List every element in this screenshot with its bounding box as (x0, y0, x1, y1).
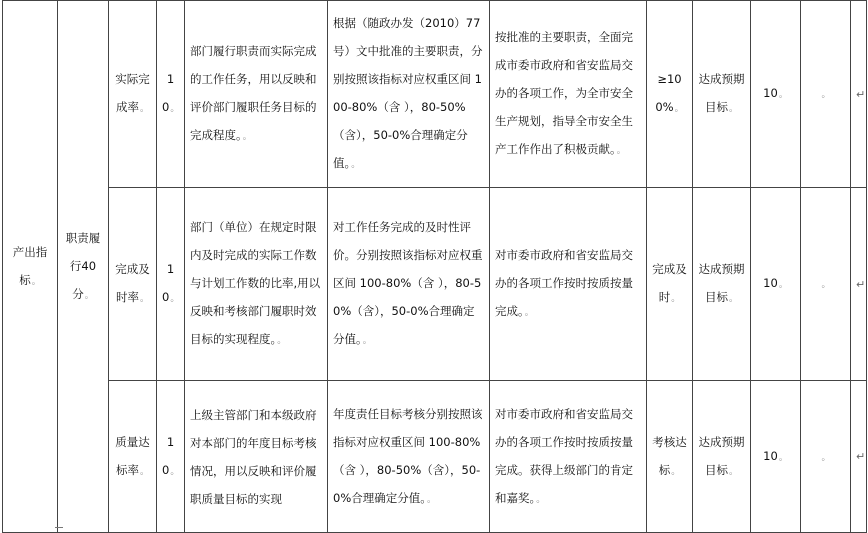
scoring-cell: 年度责任目标考核分别按照该指标对应权重区间 100-80%（含 ），80-50%（含），50-0%合理确定分值。。 (328, 381, 490, 533)
note-cell: 。 (801, 188, 851, 381)
indicator-cell: 实际完成率。 (109, 1, 157, 188)
weight-cell: 10。 (157, 381, 185, 533)
performance-table (2, 0, 867, 533)
weight-cell: 10。 (157, 188, 185, 381)
subcategory-cell: 职责履行40分。 (58, 1, 109, 533)
evidence-cell: 对市委市政府和省安监局交办的各项工作按时按质按量完成。获得上级部门的肯定和嘉奖。。 (490, 381, 647, 533)
table-row (3, 188, 867, 381)
evidence-cell: 对市委市政府和省安监局交办的各项工作按时按质按量完成。。 (490, 188, 647, 381)
evidence-cell: 按批准的主要职责，全面完成市委市政府和省安监局交办的各项工作，为全市安全生产规划，指导全市安全生产工作作出了积极贡献。。 (490, 1, 647, 188)
actual-cell: 考核达标。 (647, 381, 693, 533)
definition-cell: 上级主管部门和本级政府对本部门的年度目标考核情况，用以反映和评价履职质量目标的实现 (185, 381, 328, 533)
self-eval-cell: 达成预期目标。 (693, 1, 751, 188)
table-row (3, 1, 867, 188)
score-cell: 10。 (751, 381, 801, 533)
self-eval-cell: 达成预期目标。 (693, 188, 751, 381)
row-end-mark: ↵ (851, 1, 867, 188)
self-eval-cell: 达成预期目标。 (693, 381, 751, 533)
score-cell: 10。 (751, 188, 801, 381)
category-cell: 产出指标。 (3, 1, 58, 533)
row-end-mark: ↵ (851, 188, 867, 381)
scoring-cell: 根据（随政办发（2010）77号）文中批准的主要职责，分别按照该指标对应权重区间 100-80%（含 ），80-50%（含），50-0%合理确定分值。。 (328, 1, 490, 188)
table-row (3, 381, 867, 533)
indicator-cell: 质量达标率。 (109, 381, 157, 533)
definition-cell: 部门履行职责而实际完成的工作任务，用以反映和评价部门履职任务目标的完成程度。。 (185, 1, 328, 188)
actual-cell: 完成及时。 (647, 188, 693, 381)
definition-cell: 部门（单位）在规定时限内及时完成的实际工作数与计划工作数的比率,用以反映和考核部门履职时效目标的实现程度。。 (185, 188, 328, 381)
note-cell: 。 (801, 381, 851, 533)
score-cell: 10。 (751, 1, 801, 188)
weight-cell: 10。 (157, 1, 185, 188)
note-cell: 。 (801, 1, 851, 188)
page-edge-mark (55, 527, 63, 528)
indicator-cell: 完成及时率。 (109, 188, 157, 381)
row-end-mark: ↵ (851, 381, 867, 533)
scoring-cell: 对工作任务完成的及时性评价。分别按照该指标对应权重区间 100-80%（含 ），80-50%（含），50-0%合理确定分值。。 (328, 188, 490, 381)
actual-cell: ≥100%。 (647, 1, 693, 188)
